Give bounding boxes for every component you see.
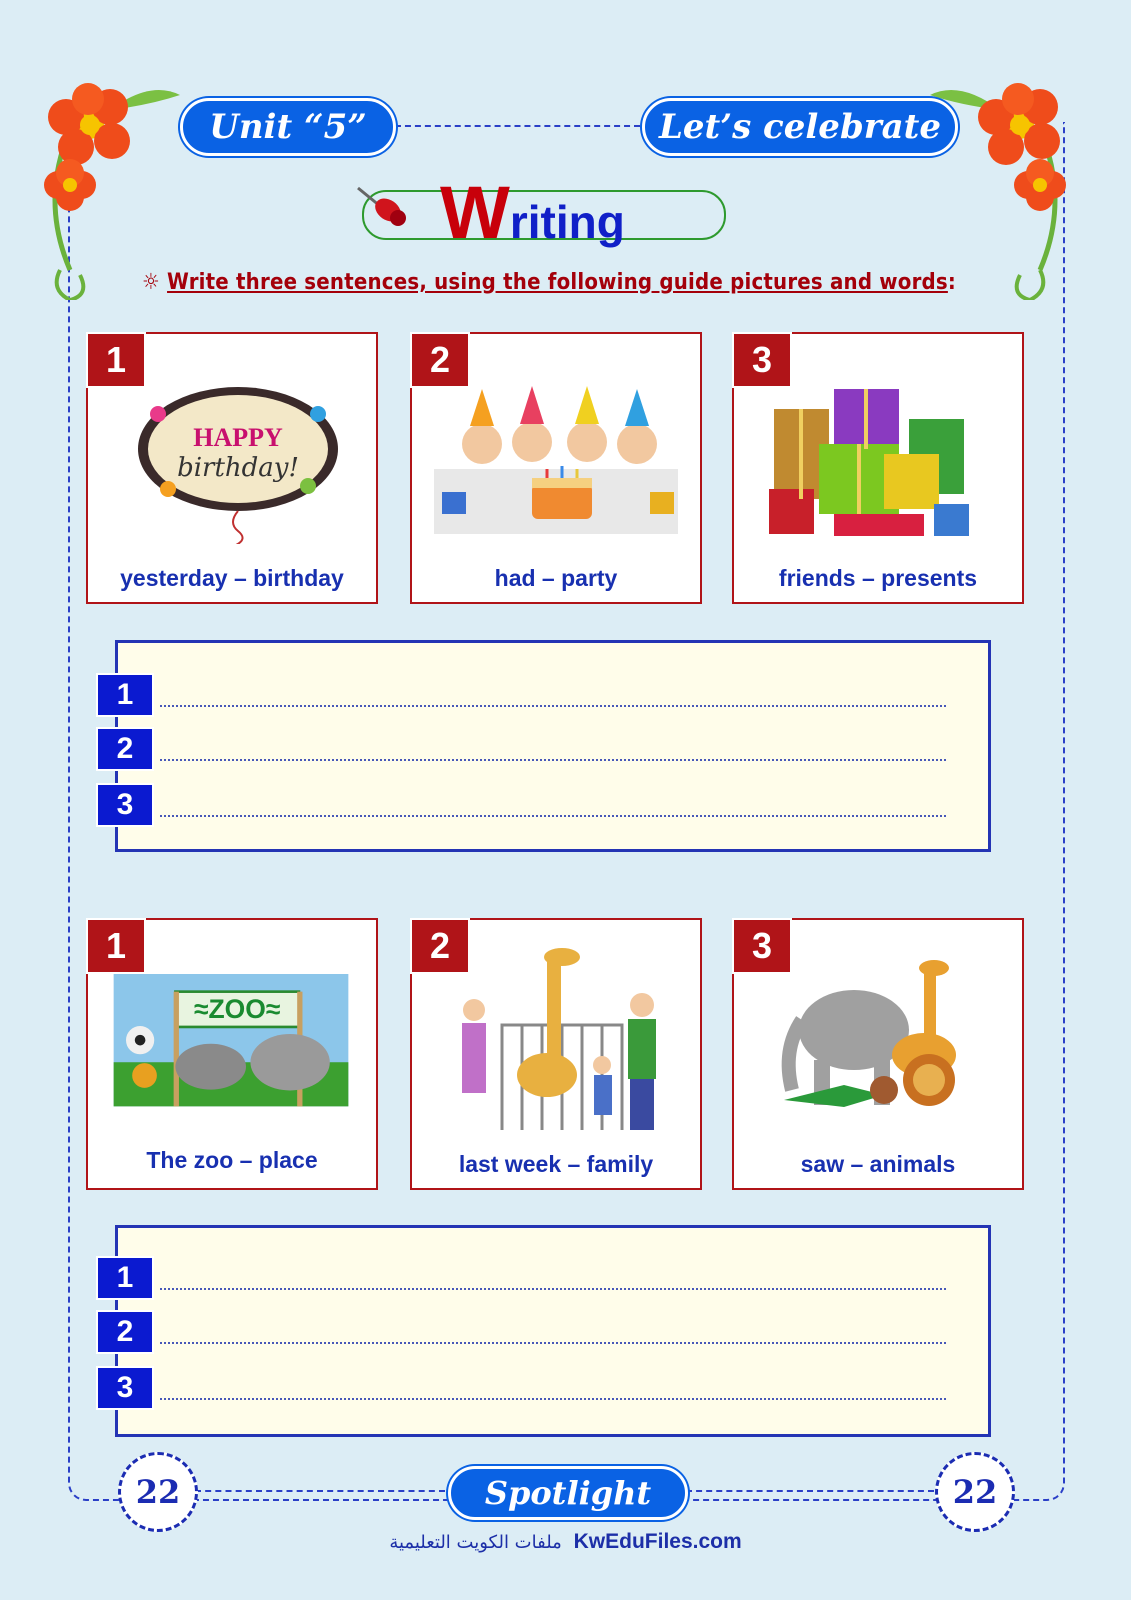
answer-line[interactable] <box>96 1256 976 1300</box>
line-number: 1 <box>96 1256 154 1300</box>
presents-picture <box>744 374 1010 544</box>
answer-line[interactable] <box>96 1310 976 1354</box>
line-number: 1 <box>96 673 154 717</box>
card-number: 1 <box>86 918 146 974</box>
site-credit-arabic: ملفات الكويت التعليمية <box>389 1532 562 1553</box>
answer-line[interactable] <box>96 1366 976 1410</box>
birthday-party-picture <box>422 374 688 544</box>
card-number: 2 <box>410 332 470 388</box>
header-divider <box>395 125 640 127</box>
zoo-animals-picture <box>744 940 1010 1130</box>
unit-theme-label: Let’s celebrate <box>642 98 958 156</box>
site-credit <box>0 1530 1131 1554</box>
writing-line[interactable] <box>160 1320 946 1344</box>
instruction <box>142 270 1002 295</box>
line-number: 2 <box>96 727 154 771</box>
line-number: 3 <box>96 1366 154 1410</box>
writing-line[interactable] <box>160 1376 946 1400</box>
picture-card <box>86 332 378 604</box>
card-number: 1 <box>86 332 146 388</box>
picture-card <box>732 332 1024 604</box>
page-number-left: 22 <box>118 1452 198 1532</box>
flower-decoration-right <box>930 70 1080 300</box>
birthday-balloon-picture <box>98 374 364 544</box>
card-number: 2 <box>410 918 470 974</box>
writing-line[interactable] <box>160 793 946 817</box>
card-caption: The zoo – place <box>146 1147 318 1173</box>
card-caption: friends – presents <box>778 565 978 591</box>
zoo-picture <box>98 974 364 1124</box>
answer-line[interactable] <box>96 783 976 827</box>
line-number: 3 <box>96 783 154 827</box>
pushpin-icon <box>350 180 410 230</box>
zoo-sign-text: ≈ZOO≈ <box>193 994 281 1025</box>
flower-decoration-left <box>30 70 180 300</box>
card-number: 3 <box>732 332 792 388</box>
answer-box <box>115 640 991 852</box>
book-title: Spotlight <box>448 1466 688 1520</box>
card-number: 3 <box>732 918 792 974</box>
card-caption: had – party <box>494 565 618 591</box>
card-caption: yesterday – birthday <box>120 565 344 591</box>
picture-card <box>732 918 1024 1190</box>
family-at-zoo-picture <box>422 930 688 1130</box>
sun-bullet-icon: ☼ <box>142 270 160 295</box>
picture-card <box>86 918 378 1190</box>
instruction-text: Write three sentences, using the following guide pictures and words <box>167 270 948 295</box>
balloon-birthday-text: birthday! <box>177 453 299 483</box>
answer-line[interactable] <box>96 673 976 717</box>
writing-line[interactable] <box>160 737 946 761</box>
unit-label: Unit “5” <box>180 98 396 156</box>
section-title-rest: riting <box>509 196 625 248</box>
section-title-initial: W <box>440 171 510 254</box>
balloon-happy-text: HAPPY <box>193 423 283 452</box>
card-caption: last week – family <box>458 1151 654 1177</box>
picture-card <box>410 332 702 604</box>
writing-line[interactable] <box>160 683 946 707</box>
site-credit-url: KwEduFiles.com <box>573 1530 742 1553</box>
section-title <box>440 170 625 255</box>
answer-box <box>115 1225 991 1437</box>
card-caption: saw – animals <box>800 1151 956 1177</box>
page-number-right: 22 <box>935 1452 1015 1532</box>
instruction-colon: : <box>947 270 957 295</box>
line-number: 2 <box>96 1310 154 1354</box>
writing-line[interactable] <box>160 1266 946 1290</box>
picture-card <box>410 918 702 1190</box>
footer-divider <box>686 1490 934 1492</box>
footer-divider <box>195 1490 445 1492</box>
answer-line[interactable] <box>96 727 976 771</box>
